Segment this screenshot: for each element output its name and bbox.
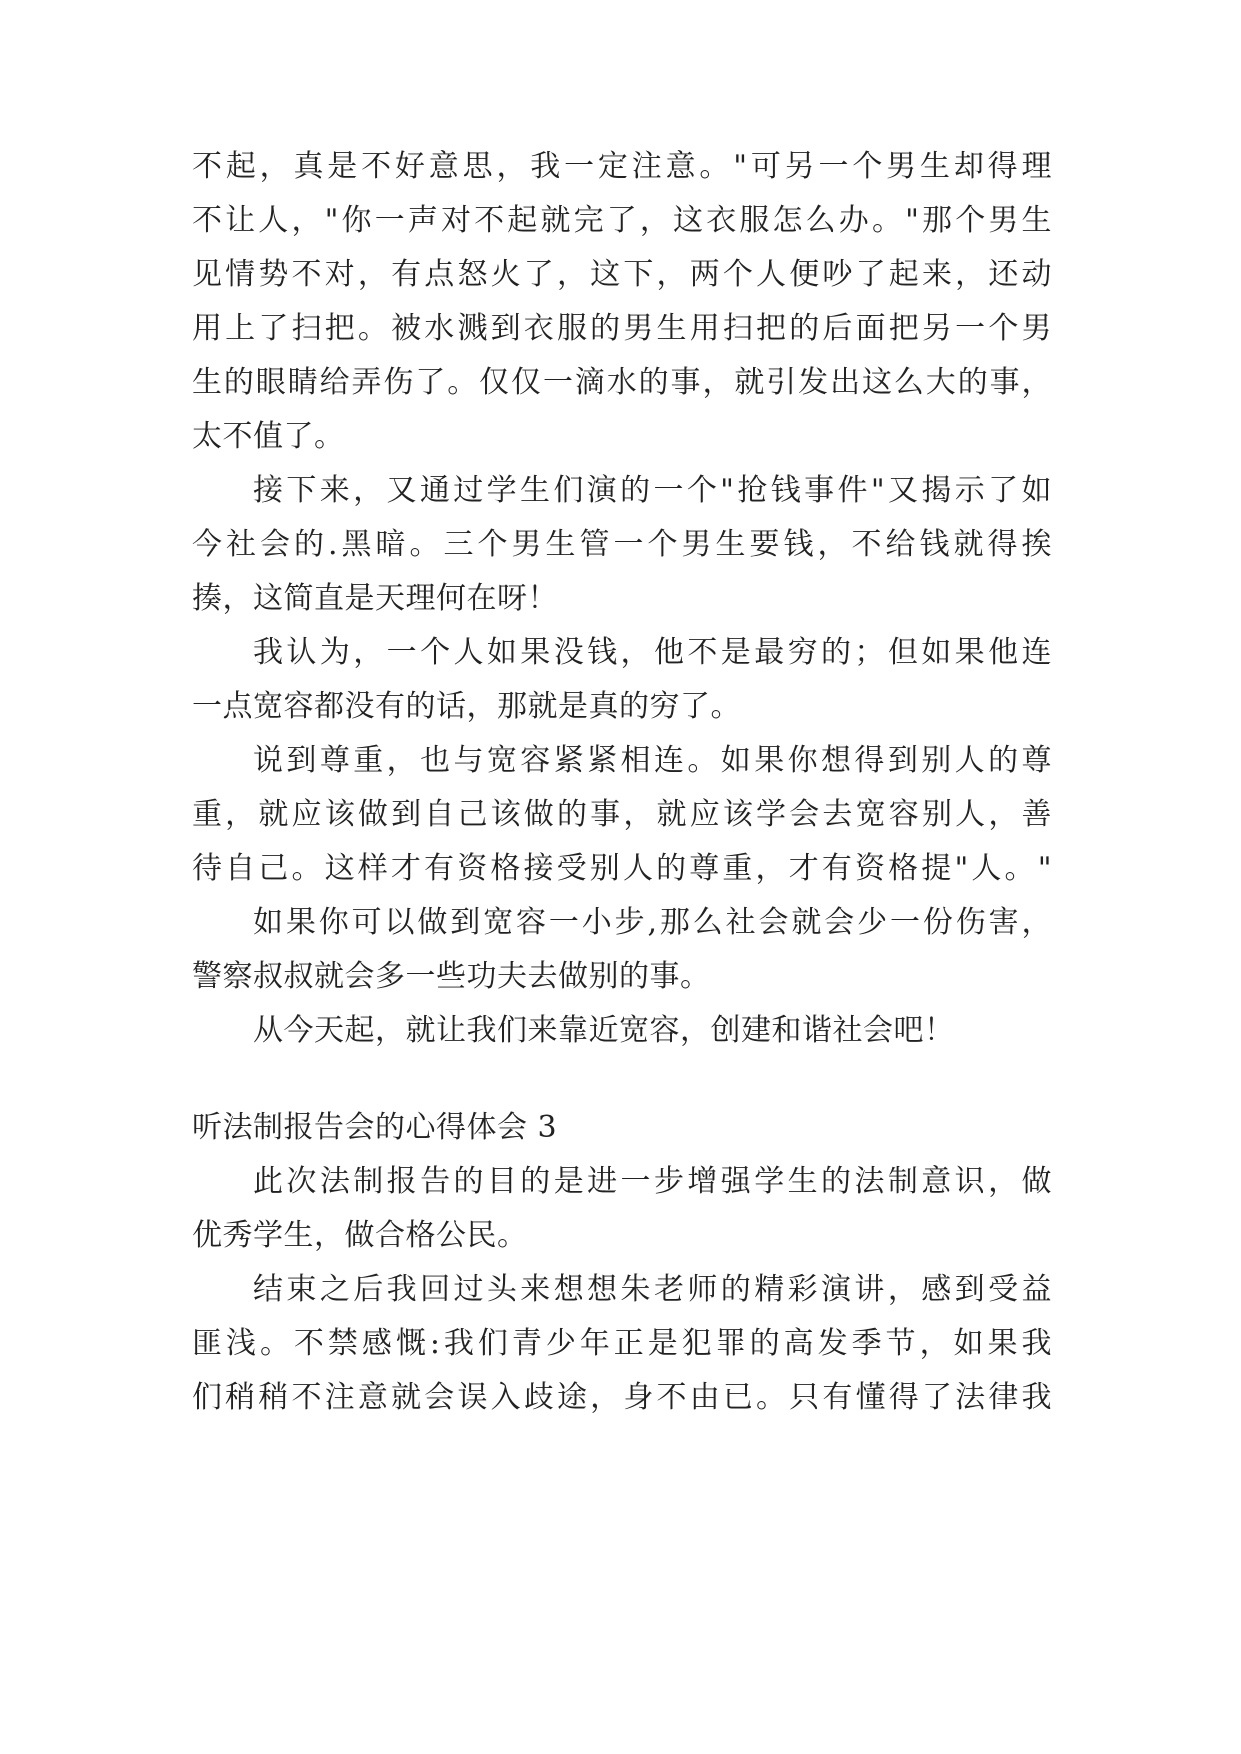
paragraph-first-line: 此次法制报告的目的是进一步增强学生的法制意识，做 — [253, 1164, 1052, 1199]
text-line: 不让人，"你一声对不起就完了，这衣服怎么办。"那个男生 — [192, 203, 1052, 238]
text-line: 不起，真是不好意思，我一定注意。"可另一个男生却得理 — [192, 149, 1052, 184]
paragraph-first-line: 说到尊重，也与宽容紧紧相连。如果你想得到别人的尊 — [253, 743, 1052, 778]
text-line: 生的眼睛给弄伤了。仅仅一滴水的事，就引发出这么大的事， — [192, 365, 1052, 400]
text-line: 见情势不对，有点怒火了，这下，两个人便吵了起来，还动 — [192, 257, 1052, 292]
paragraph-first-line: 结束之后我回过头来想想朱老师的精彩演讲，感到受益 — [253, 1272, 1052, 1307]
paragraph-first-line: 接下来，又通过学生们演的一个"抢钱事件"又揭示了如 — [253, 473, 1052, 508]
text-line: 一点宽容都没有的话，那就是真的穷了。 — [192, 689, 741, 724]
text-line: 们稍稍不注意就会误入歧途，身不由已。只有懂得了法律我 — [192, 1380, 1052, 1415]
paragraph-first-line: 从今天起，就让我们来靠近宽容，创建和谐社会吧！ — [253, 1013, 955, 1048]
text-line: 待自己。这样才有资格接受别人的尊重，才有资格提"人。" — [192, 851, 1052, 886]
section-heading: 听法制报告会的心得体会 3 — [192, 1110, 558, 1145]
paragraph-first-line: 如果你可以做到宽容一小步,那么社会就会少一份伤害， — [253, 905, 1052, 940]
text-line: 优秀学生，做合格公民。 — [192, 1218, 528, 1253]
text-line: 太不值了。 — [192, 419, 345, 454]
text-line: 今社会的.黑暗。三个男生管一个男生要钱，不给钱就得挨 — [192, 527, 1052, 562]
text-line: 用上了扫把。被水溅到衣服的男生用扫把的后面把另一个男 — [192, 311, 1052, 346]
paragraph-first-line: 我认为，一个人如果没钱，他不是最穷的；但如果他连 — [253, 635, 1052, 670]
text-line: 警察叔叔就会多一些功夫去做别的事。 — [192, 959, 711, 994]
text-line: 重，就应该做到自己该做的事，就应该学会去宽容别人，善 — [192, 797, 1052, 832]
text-line: 揍，这简直是天理何在呀！ — [192, 581, 558, 616]
text-line: 匪浅。不禁感慨:我们青少年正是犯罪的高发季节，如果我 — [192, 1326, 1052, 1361]
